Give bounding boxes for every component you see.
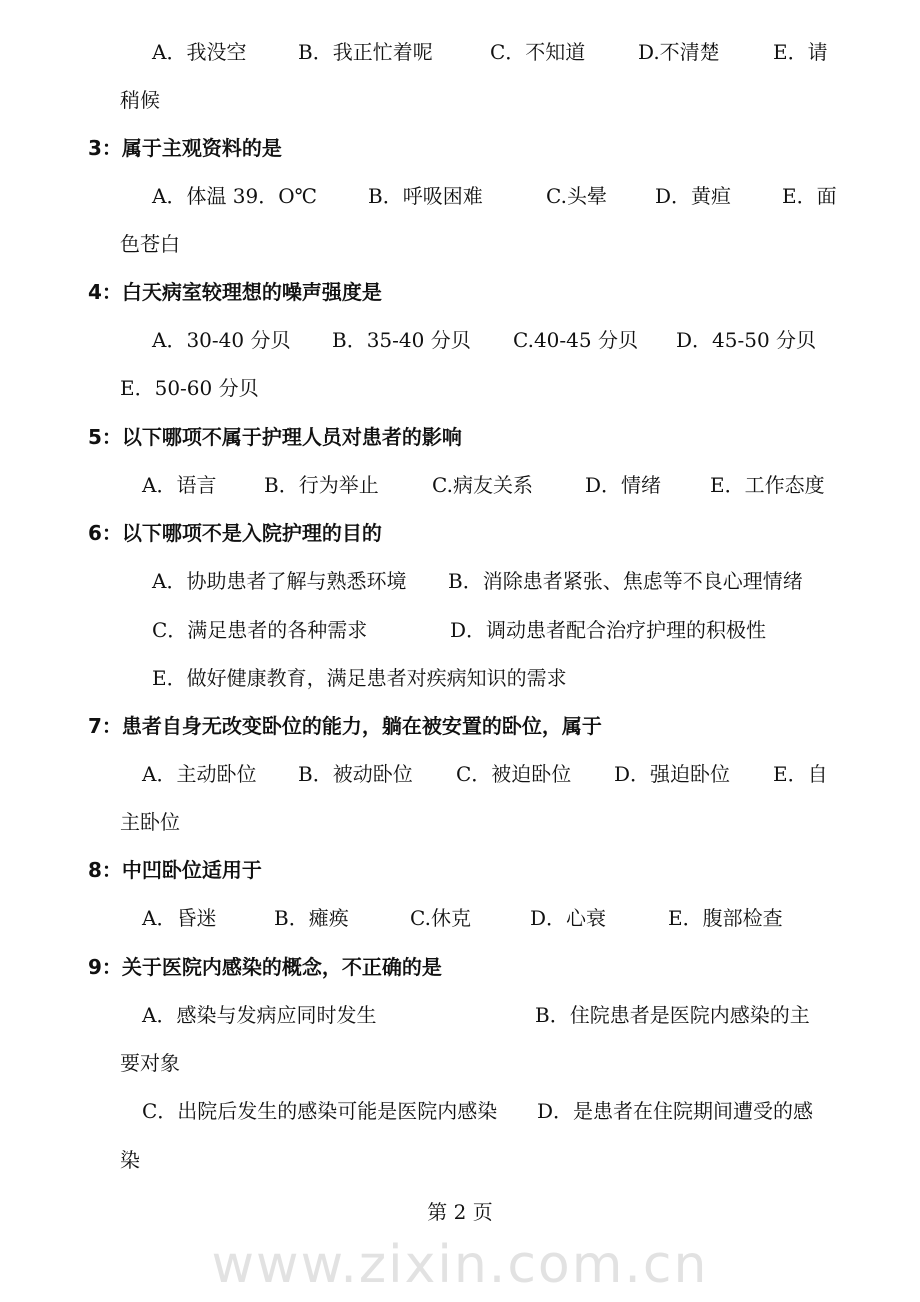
question-title: 9：关于医院内感染的概念，不正确的是 bbox=[88, 955, 442, 979]
answer-option: A．我没空 bbox=[152, 40, 247, 64]
question-line bbox=[88, 280, 382, 304]
answer-option: B．行为举止 bbox=[264, 473, 379, 497]
text-line: 稍候 bbox=[120, 88, 160, 112]
question-title: 7：患者自身无改变卧位的能力，躺在被安置的卧位，属于 bbox=[88, 714, 602, 738]
question-title: 8：中凹卧位适用于 bbox=[88, 858, 262, 882]
answer-option: E．面 bbox=[782, 184, 837, 208]
answer-option: D．情绪 bbox=[585, 473, 662, 497]
text-row bbox=[152, 618, 766, 642]
text-row bbox=[142, 473, 825, 497]
answer-option: A．语言 bbox=[142, 473, 217, 497]
text-line: 要对象 bbox=[120, 1051, 180, 1075]
answer-option: A．30-40 分贝 bbox=[152, 328, 291, 352]
question-title: 3：属于主观资料的是 bbox=[88, 136, 282, 160]
answer-option: D．强迫卧位 bbox=[614, 762, 731, 786]
text-row bbox=[142, 906, 783, 930]
answer-option: A．感染与发病应同时发生 bbox=[142, 1003, 377, 1027]
question-title: 5：以下哪项不属于护理人员对患者的影响 bbox=[88, 425, 462, 449]
answer-option: B．被动卧位 bbox=[298, 762, 413, 786]
answer-option: C．出院后发生的感染可能是医院内感染 bbox=[142, 1099, 498, 1123]
answer-option: B．我正忙着呢 bbox=[298, 40, 433, 64]
answer-option: B．呼吸困难 bbox=[368, 184, 483, 208]
text-row bbox=[142, 1003, 810, 1027]
answer-option: A．昏迷 bbox=[142, 906, 217, 930]
answer-option: C.40-45 分贝 bbox=[513, 328, 638, 352]
text-row bbox=[152, 40, 828, 64]
answer-option: B．瘫痪 bbox=[274, 906, 349, 930]
answer-option: A．主动卧位 bbox=[142, 762, 257, 786]
answer-option: C．被迫卧位 bbox=[456, 762, 572, 786]
question-line bbox=[88, 521, 382, 545]
text-row bbox=[120, 1051, 180, 1075]
text-row bbox=[152, 569, 803, 593]
question-line bbox=[88, 425, 462, 449]
text-row bbox=[152, 328, 816, 352]
text-row bbox=[120, 810, 180, 834]
answer-option: D．黄疸 bbox=[655, 184, 732, 208]
text-row bbox=[142, 1099, 813, 1123]
question-line bbox=[88, 714, 602, 738]
answer-option: D．是患者在住院期间遭受的感 bbox=[537, 1099, 814, 1123]
answer-option: C.头晕 bbox=[546, 184, 607, 208]
question-title: 6：以下哪项不是入院护理的目的 bbox=[88, 521, 382, 545]
answer-option: D．调动患者配合治疗护理的积极性 bbox=[450, 618, 767, 642]
text-row bbox=[120, 232, 180, 256]
text-row bbox=[120, 376, 259, 400]
answer-option: C.休克 bbox=[410, 906, 471, 930]
question-line bbox=[88, 955, 442, 979]
text-line: E．做好健康教育，满足患者对疾病知识的需求 bbox=[152, 666, 567, 690]
answer-option: C.病友关系 bbox=[432, 473, 533, 497]
answer-option: B．消除患者紧张、焦虑等不良心理情绪 bbox=[448, 569, 803, 593]
answer-option: D．45-50 分贝 bbox=[676, 328, 817, 352]
answer-option: E．请 bbox=[773, 40, 828, 64]
text-line: 主卧位 bbox=[120, 810, 180, 834]
answer-option: E．自 bbox=[773, 762, 828, 786]
text-line: 色苍白 bbox=[120, 232, 180, 256]
text-row bbox=[120, 1148, 140, 1172]
text-row bbox=[142, 762, 828, 786]
answer-option: E．工作态度 bbox=[710, 473, 825, 497]
answer-option: A．体温 39．O℃ bbox=[152, 184, 318, 208]
text-line: 染 bbox=[120, 1148, 140, 1172]
answer-option: A．协助患者了解与熟悉环境 bbox=[152, 569, 407, 593]
answer-option: C．满足患者的各种需求 bbox=[152, 618, 368, 642]
question-line bbox=[88, 858, 262, 882]
watermark: www.zixin.com.cn bbox=[211, 1235, 709, 1295]
answer-option: D．心衰 bbox=[530, 906, 607, 930]
answer-option: B．住院患者是医院内感染的主 bbox=[535, 1003, 810, 1027]
answer-option: C．不知道 bbox=[490, 40, 586, 64]
question-line bbox=[88, 136, 282, 160]
answer-option: D.不清楚 bbox=[638, 40, 720, 64]
text-line: E．50-60 分贝 bbox=[120, 376, 259, 400]
answer-option: B．35-40 分贝 bbox=[332, 328, 471, 352]
question-title: 4：白天病室较理想的噪声强度是 bbox=[88, 280, 382, 304]
page-number: 第 2 页 bbox=[427, 1200, 493, 1224]
text-row bbox=[120, 88, 160, 112]
text-row bbox=[152, 666, 567, 690]
text-row bbox=[152, 184, 837, 208]
answer-option: E．腹部检查 bbox=[668, 906, 783, 930]
